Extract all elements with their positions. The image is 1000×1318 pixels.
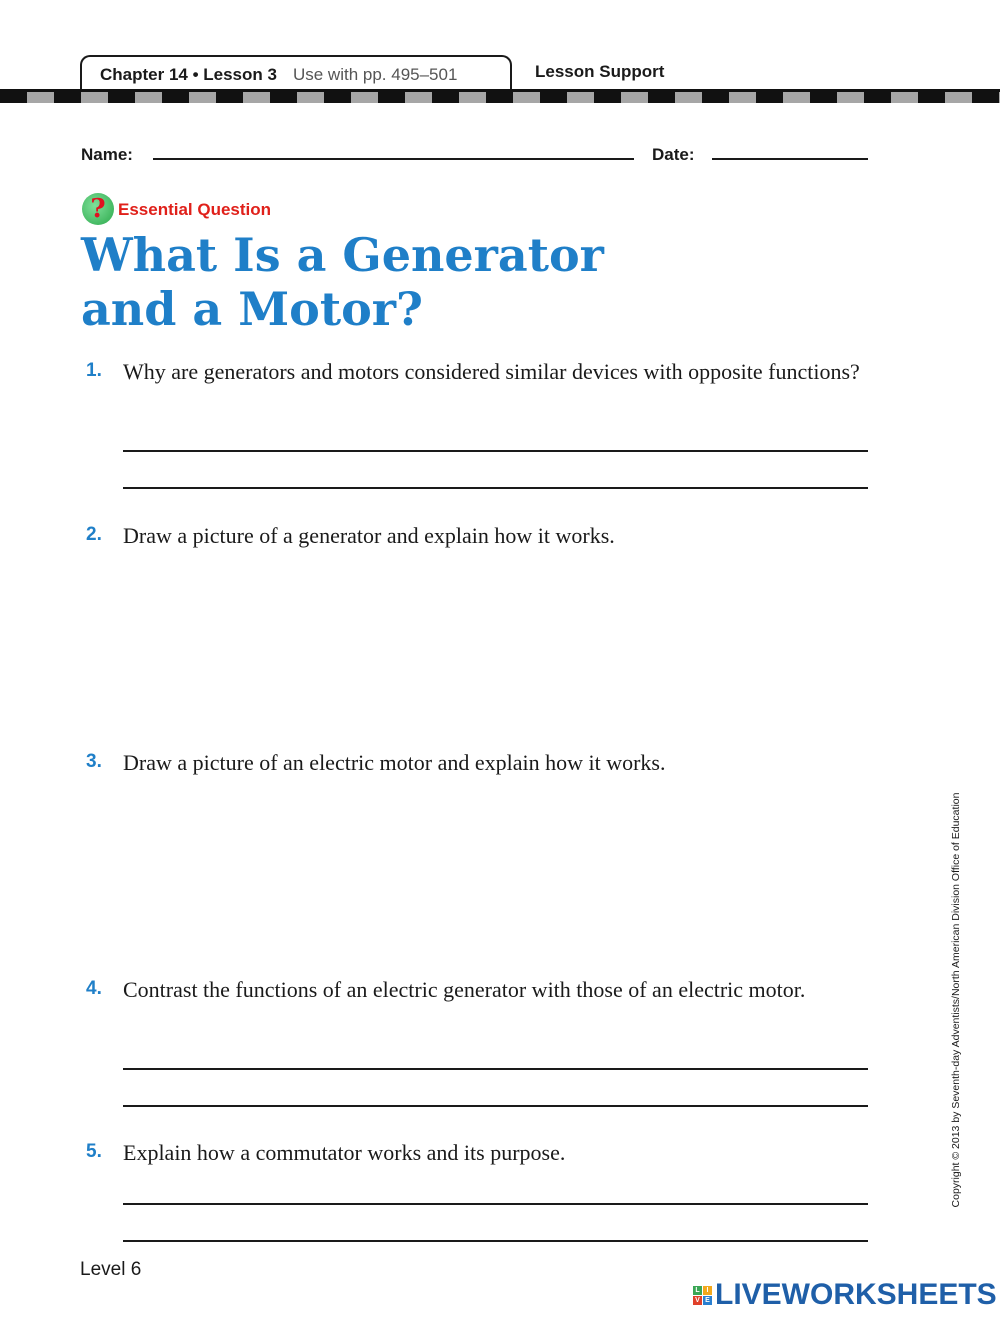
copyright-notice: Copyright © 2013 by Seventh-day Adventists/North American Division Office of Education bbox=[950, 792, 962, 1208]
question-5-number: 5. bbox=[86, 1141, 102, 1162]
pages-text: Use with pp. 495–501 bbox=[292, 65, 458, 84]
level-label: Level 6 bbox=[80, 1259, 142, 1280]
question-4-answer-line-2[interactable] bbox=[123, 1105, 868, 1107]
question-5-text: Explain how a commutator works and its purpose. bbox=[123, 1140, 566, 1165]
question-1-answer-line-1[interactable] bbox=[123, 450, 868, 452]
name-label: Name: bbox=[81, 145, 133, 164]
date-field[interactable] bbox=[712, 158, 868, 160]
question-2-drawing-area[interactable] bbox=[123, 560, 868, 740]
question-4-number: 4. bbox=[86, 978, 102, 999]
question-2-text: Draw a picture of a generator and explain how it works. bbox=[123, 523, 615, 548]
question-4-text: Contrast the functions of an electric generator with those of an electric motor. bbox=[123, 977, 806, 1002]
question-4-answer-line-1[interactable] bbox=[123, 1068, 868, 1070]
logo-block-v: V bbox=[693, 1296, 702, 1305]
question-1-text: Why are generators and motors considered similar devices with opposite functions? bbox=[123, 359, 860, 384]
question-5-answer-line-1[interactable] bbox=[123, 1203, 868, 1205]
logo-block-e: E bbox=[703, 1296, 712, 1305]
question-1-answer-line-2[interactable] bbox=[123, 487, 868, 489]
question-3-number: 3. bbox=[86, 751, 102, 772]
chapter-lesson-label bbox=[100, 65, 457, 85]
logo-block-i: I bbox=[703, 1286, 712, 1295]
chapter-lesson-text: Chapter 14 • Lesson 3 bbox=[100, 65, 277, 84]
title-line-2: and a Motor? bbox=[81, 282, 423, 336]
logo-text: LIVEWORKSHEETS bbox=[715, 1278, 997, 1311]
question-2-number: 2. bbox=[86, 524, 102, 545]
date-label: Date: bbox=[652, 145, 695, 164]
section-label: Lesson Support bbox=[535, 62, 665, 81]
question-mark-icon: ? bbox=[82, 193, 114, 225]
logo-block-l: L bbox=[693, 1286, 702, 1295]
title-line-1: What Is a Generator bbox=[81, 228, 604, 282]
question-3-text: Draw a picture of an electric motor and explain how it works. bbox=[123, 750, 666, 775]
page-title bbox=[81, 228, 604, 336]
name-field[interactable] bbox=[153, 158, 634, 160]
logo-blocks-icon bbox=[693, 1286, 712, 1305]
question-3-drawing-area[interactable] bbox=[123, 787, 868, 967]
question-5-answer-line-2[interactable] bbox=[123, 1240, 868, 1242]
question-1-number: 1. bbox=[86, 360, 102, 381]
header-stripe-rule bbox=[0, 89, 1000, 92]
liveworksheets-logo[interactable] bbox=[693, 1278, 997, 1312]
essential-question-label: Essential Question bbox=[118, 200, 272, 219]
